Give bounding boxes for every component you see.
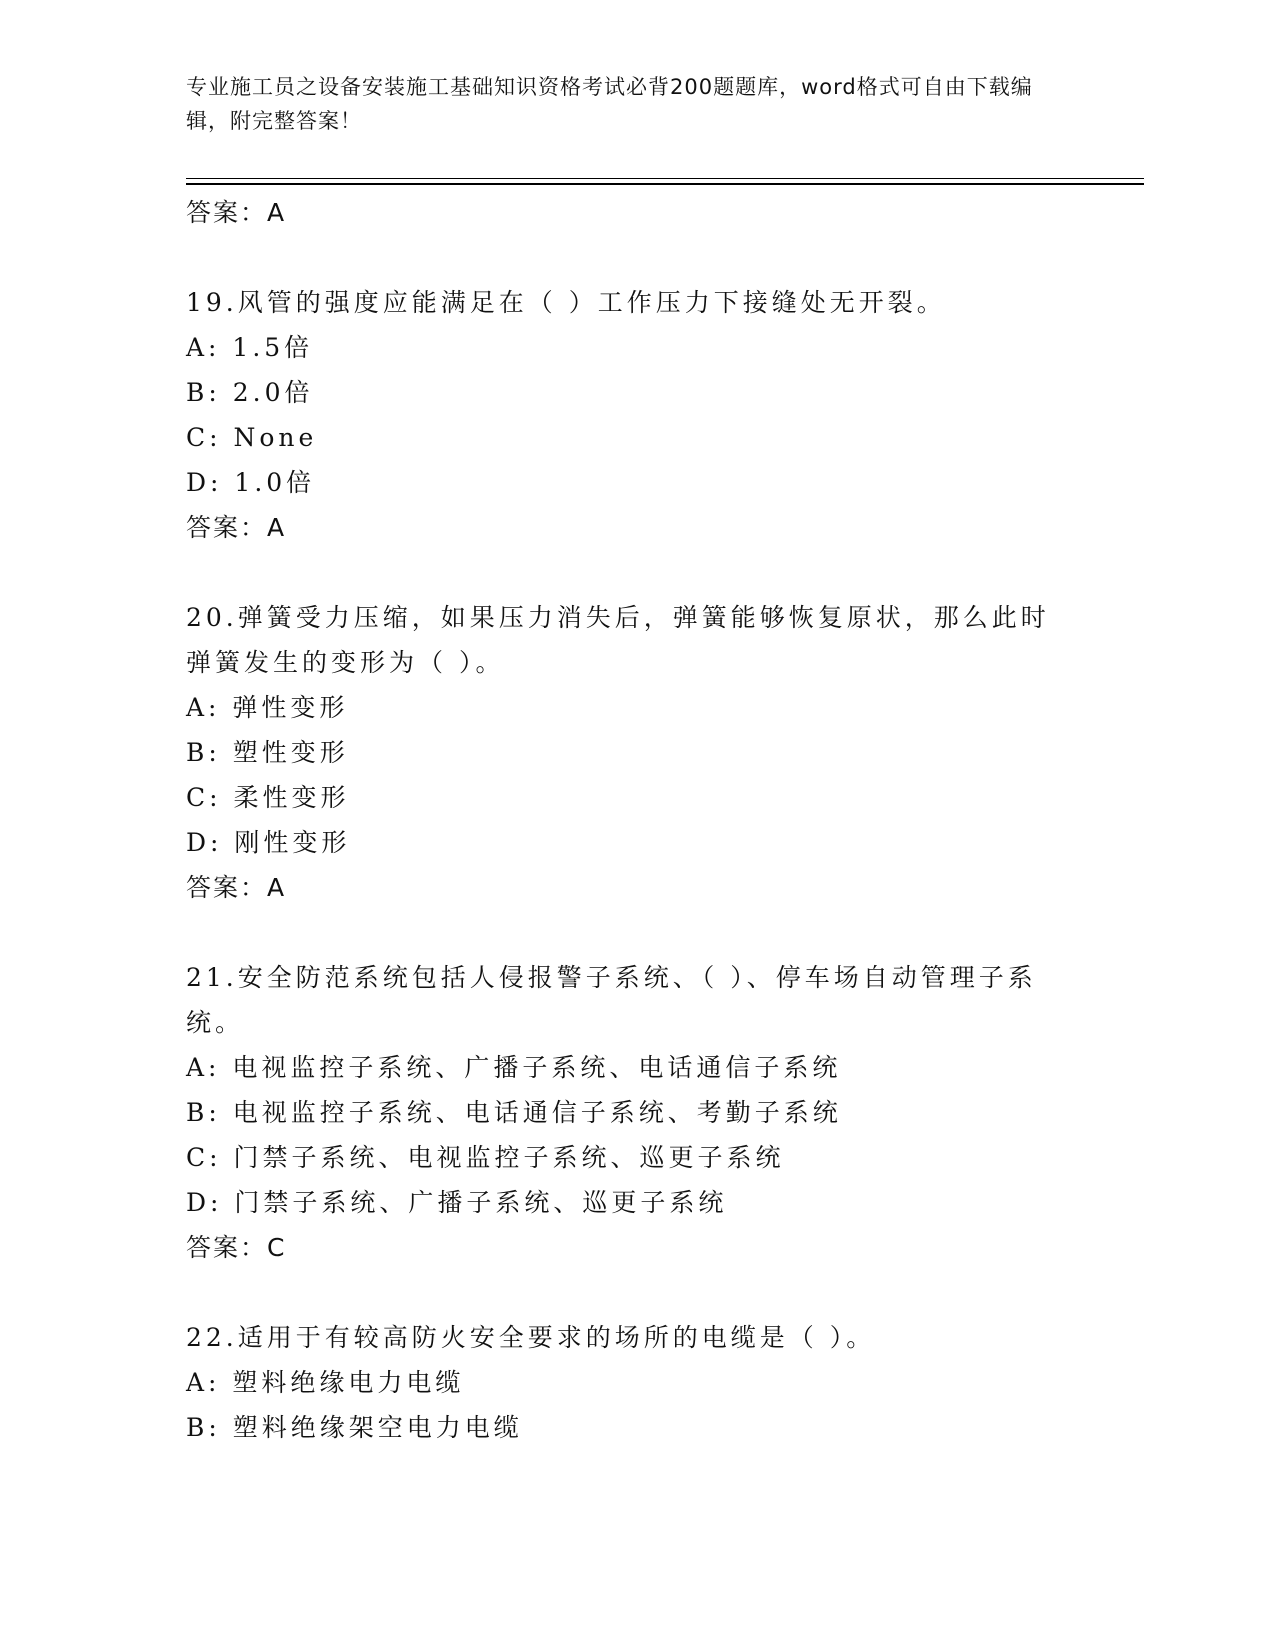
option-c: C: 柔性变形 bbox=[186, 783, 350, 812]
option-c: C: 门禁子系统、电视监控子系统、巡更子系统 bbox=[186, 1143, 785, 1172]
option-a: A: 电视监控子系统、广播子系统、电话通信子系统 bbox=[186, 1053, 842, 1082]
answer-line: 答案：C bbox=[186, 1233, 287, 1262]
answer-line: 答案：A bbox=[186, 873, 287, 902]
page-header-title: 专业施工员之设备安装施工基础知识资格考试必背200题题库，word格式可自由下载编辑，附完整答案！ bbox=[186, 75, 1033, 133]
option-b: B: 电视监控子系统、电话通信子系统、考勤子系统 bbox=[186, 1098, 842, 1127]
option-b: B: 塑料绝缘架空电力电缆 bbox=[186, 1413, 523, 1442]
option-d: D: 刚性变形 bbox=[186, 828, 351, 857]
option-a: A: 1.5倍 bbox=[186, 333, 314, 362]
question-block bbox=[186, 1315, 1086, 1450]
question-stem: 22.适用于有较高防火安全要求的场所的电缆是（ ）。 bbox=[186, 1323, 876, 1352]
option-a: A: 塑料绝缘电力电缆 bbox=[186, 1368, 465, 1397]
question-block bbox=[186, 955, 1086, 1270]
option-d: D: 门禁子系统、广播子系统、巡更子系统 bbox=[186, 1188, 728, 1217]
question-list bbox=[186, 190, 1086, 1450]
answer-line: 答案：A bbox=[186, 198, 287, 227]
option-b: B: 塑性变形 bbox=[186, 738, 349, 767]
header-divider-thick bbox=[186, 183, 1144, 185]
option-b: B: 2.0倍 bbox=[186, 378, 314, 407]
question-stem: 21.安全防范系统包括人侵报警子系统、（ ）、停车场自动管理子系统。 bbox=[186, 963, 1037, 1037]
spacer bbox=[186, 550, 1086, 595]
option-d: D: 1.0倍 bbox=[186, 468, 316, 497]
question-stem: 20.弹簧受力压缩，如果压力消失后，弹簧能够恢复原状，那么此时弹簧发生的变形为（ ）。 bbox=[186, 603, 1050, 677]
question-block bbox=[186, 595, 1086, 910]
spacer bbox=[186, 235, 1086, 280]
question-block bbox=[186, 280, 1086, 550]
spacer bbox=[186, 1270, 1086, 1315]
header-divider-thin bbox=[186, 178, 1144, 179]
option-c: C: None bbox=[186, 423, 318, 452]
spacer bbox=[186, 910, 1086, 955]
option-a: A: 弹性变形 bbox=[186, 693, 349, 722]
question-stem: 19.风管的强度应能满足在（ ）工作压力下接缝处无开裂。 bbox=[186, 288, 946, 317]
answer-line: 答案：A bbox=[186, 513, 287, 542]
